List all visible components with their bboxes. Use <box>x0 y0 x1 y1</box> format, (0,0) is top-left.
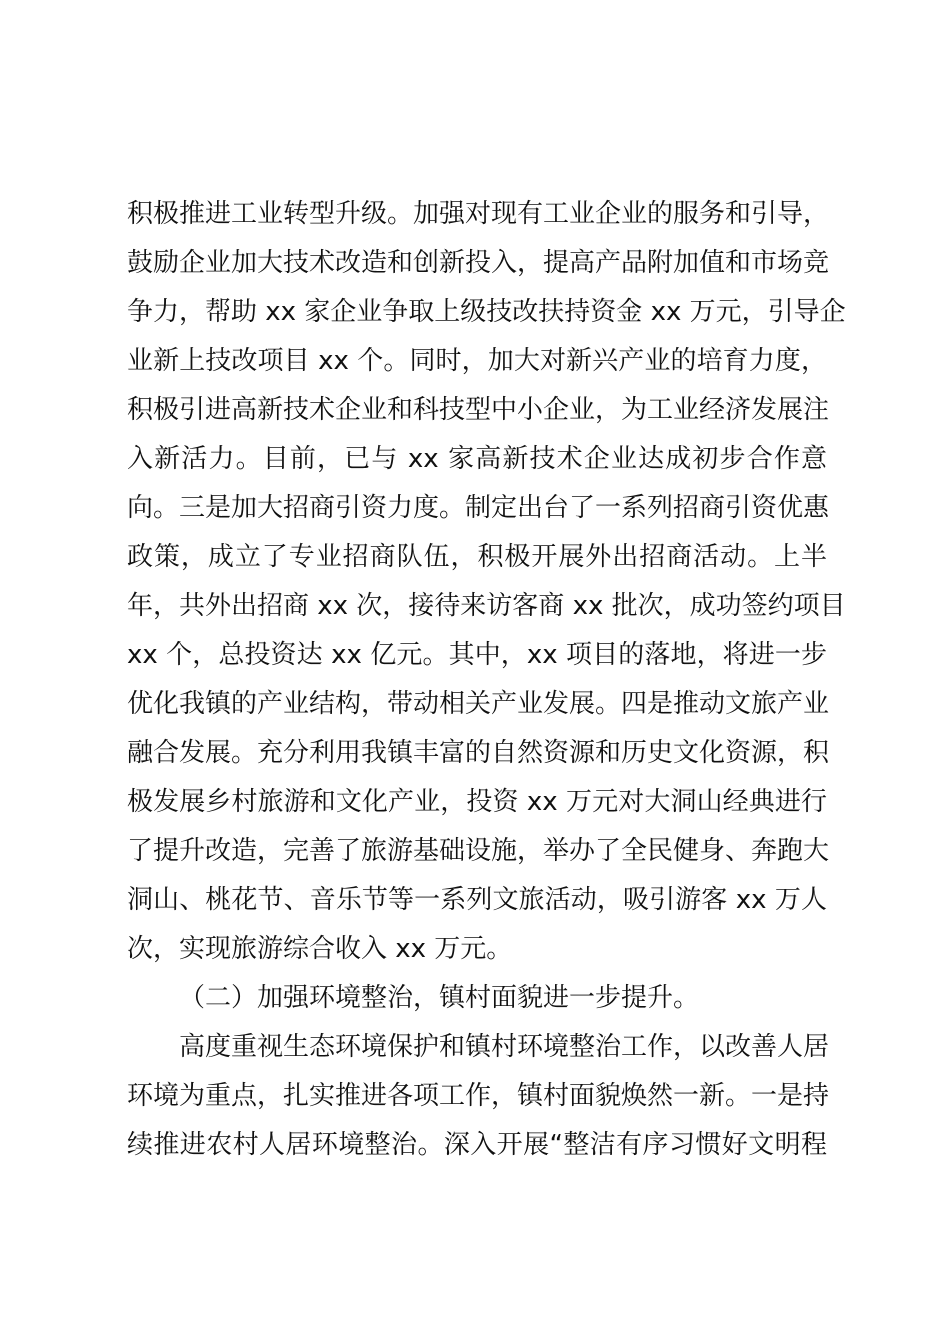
text-line: 积极推进工业转型升级。加强对现有工业企业的服务和引导， <box>127 199 830 229</box>
text-line: 高度重视生态环境保护和镇村环境整治工作，以改善人居 <box>179 1032 830 1062</box>
text-line: 年，共外出招商 xx 次，接待来访客商 xx 批次，成功签约项目 <box>127 591 846 621</box>
text-line: 了提升改造，完善了旅游基础设施，举办了全民健身、奔跑大 <box>127 836 830 866</box>
text-line: 鼓励企业加大技术改造和创新投入，提高产品附加值和市场竞 <box>127 248 830 278</box>
text-line: 积极引进高新技术企业和科技型中小企业，为工业经济发展注 <box>127 395 830 425</box>
text-line: xx 个，总投资达 xx 亿元。其中，xx 项目的落地，将进一步 <box>127 640 827 670</box>
text-line: 极发展乡村旅游和文化产业，投资 xx 万元对大洞山经典进行 <box>127 787 827 817</box>
text-line: 次，实现旅游综合收入 xx 万元。 <box>127 934 513 964</box>
text-line: 入新活力。目前，已与 xx 家高新技术企业达成初步合作意 <box>127 444 827 474</box>
text-line: 政策，成立了专业招商队伍，积极开展外出招商活动。上半 <box>127 542 827 572</box>
section-heading: （二）加强环境整治，镇村面貌进一步提升。 <box>179 983 700 1013</box>
text-line: 融合发展。充分利用我镇丰富的自然资源和历史文化资源，积 <box>127 738 830 768</box>
paragraph-industry-tourism <box>127 190 846 974</box>
text-line: 续推进农村人居环境整治。深入开展“整洁有序习惯好文明程 <box>127 1130 827 1160</box>
text-line: 向。三是加大招商引资力度。制定出台了一系列招商引资优惠 <box>127 493 830 523</box>
paragraph-environment <box>127 1023 830 1170</box>
text-line: 业新上技改项目 xx 个。同时，加大对新兴产业的培育力度， <box>127 346 827 376</box>
text-line: 优化我镇的产业结构，带动相关产业发展。四是推动文旅产业 <box>127 689 830 719</box>
text-line: 洞山、桃花节、音乐节等一系列文旅活动，吸引游客 xx 万人 <box>127 885 827 915</box>
text-line: 环境为重点，扎实推进各项工作，镇村面貌焕然一新。一是持 <box>127 1081 830 1111</box>
text-line: 争力，帮助 xx 家企业争取上级技改扶持资金 xx 万元，引导企 <box>127 297 846 327</box>
document-body <box>127 190 846 1170</box>
